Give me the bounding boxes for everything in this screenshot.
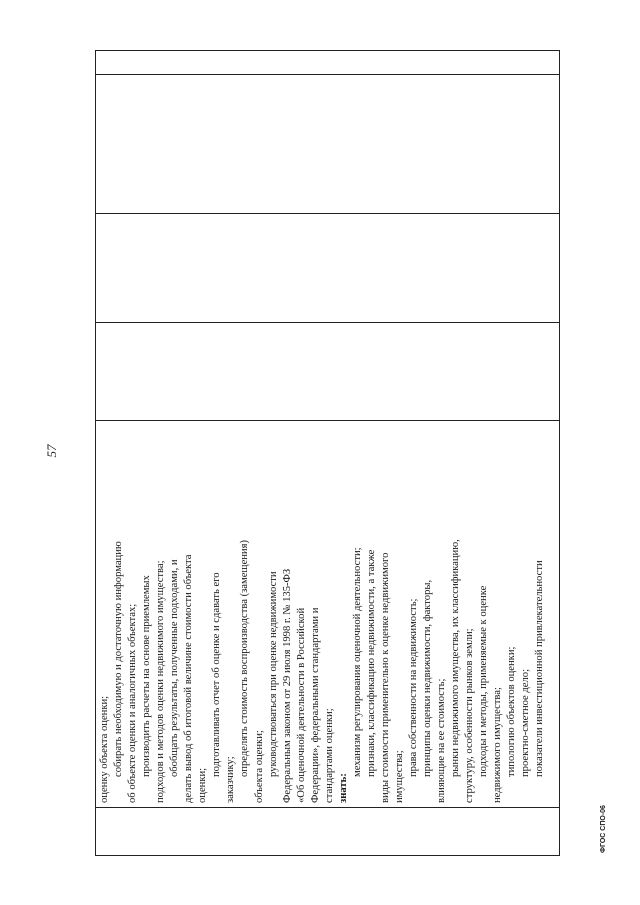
content-line: признаки, классификацию недвижимости, а также [365, 549, 377, 777]
content-line: стандартами оценки; [323, 708, 335, 803]
content-line: заказчику; [225, 756, 237, 803]
table-column-competencies [96, 49, 559, 75]
content-line: обобщать результаты, полученные подходами, и [169, 559, 181, 777]
content-line: Федеральным законом от 29 июля 1998 г. № 135-ФЗ [281, 568, 293, 803]
competency-table [95, 50, 560, 856]
content-line: показатели инвестиционной привлекательности [534, 560, 546, 777]
content-line: типологию объектов оценки; [506, 646, 518, 777]
content-line: «Об оценочной деятельности в Российской [295, 607, 307, 803]
page-number: 57 [44, 444, 59, 458]
content-line: подходы и методы, применяемые к оценке [478, 585, 490, 777]
content-line: недвижимого имущества; [492, 687, 504, 803]
table-column-discipline [96, 75, 559, 214]
table-column-hours-max [96, 323, 559, 421]
content-line: руководствоваться при оценке недвижимости [267, 571, 279, 777]
content-line: имущества; [393, 750, 405, 803]
content-line: объекта оценки; [253, 730, 265, 803]
content-line: виды стоимости применительно к оценке недвижимого [379, 552, 391, 803]
content-line: производить расчеты на основе приемлемых [141, 575, 153, 777]
content-line: подходов и методов оценки недвижимого имущества; [155, 560, 167, 803]
content-line: делать вывод об итоговой величине стоимости объекта [183, 554, 195, 803]
table-column-hours-mandatory [96, 214, 559, 323]
table-column-index [96, 808, 559, 855]
content-line: рынки недвижимого имущества, их классификацию, [450, 539, 462, 777]
document-code: ФГОС СПО-06 [600, 805, 607, 853]
content-line: об объекте оценки и аналогичных объектах; [127, 603, 139, 803]
content-line: подготавливать отчет об оценке и сдавать его [211, 572, 223, 777]
content-line: структуру, особенности рынков земли; [464, 628, 476, 803]
table-column-content [96, 421, 559, 808]
content-line: проектно-сметное дело; [520, 668, 532, 777]
content-line: влияющие на ее стоимость; [436, 678, 448, 803]
content-text-block [98, 413, 548, 803]
content-line: оценки; [197, 767, 209, 803]
content-line: собирать необходимую и достаточную информацию [113, 541, 125, 777]
content-line: оценку объекта оценки; [99, 695, 110, 803]
content-line: принципы оценки недвижимости, факторы, [422, 579, 434, 777]
content-line: права собственности на недвижимость; [408, 598, 420, 777]
content-line: знать: [337, 773, 349, 803]
content-line: механизм регулирования оценочной деятельности; [351, 547, 363, 777]
content-line: Федерации», федеральными стандартами и [309, 607, 321, 803]
content-line: определять стоимость воспроизводства (замещения) [239, 539, 251, 777]
